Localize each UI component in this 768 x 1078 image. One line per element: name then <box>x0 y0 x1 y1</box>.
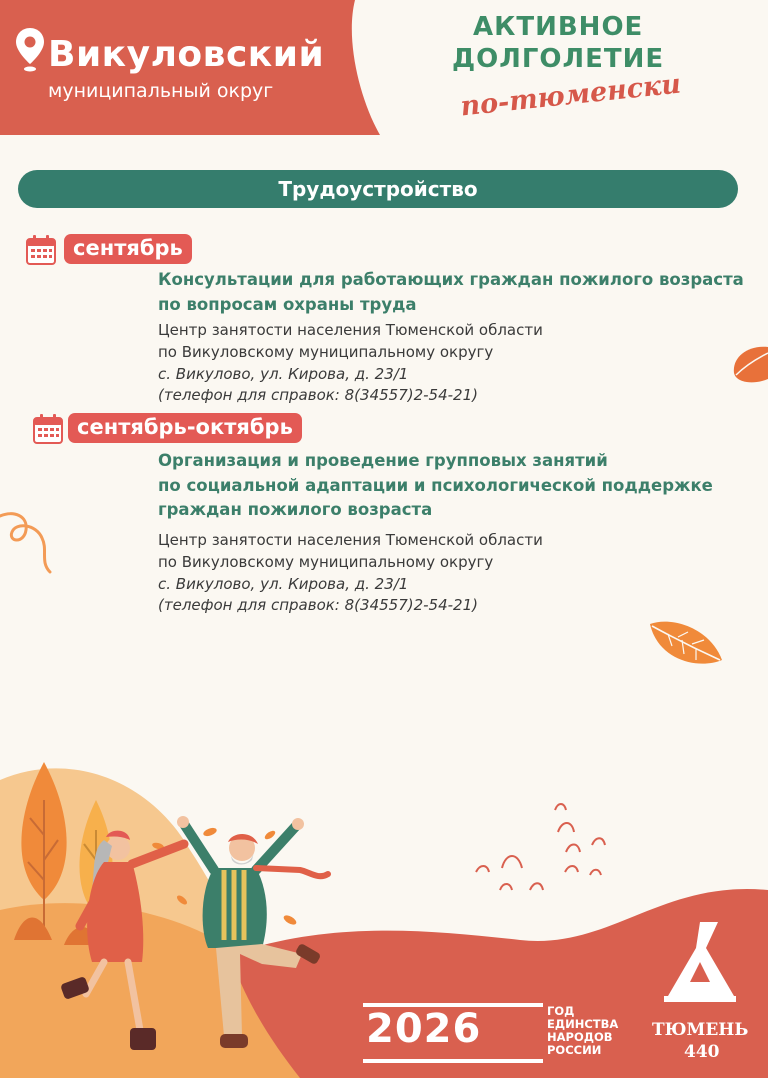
location-pin-icon <box>16 28 44 72</box>
brand-title-line2: ДОЛГОЛЕТИЕ <box>452 44 665 74</box>
calendar-icon <box>33 414 63 444</box>
calendar-icon <box>26 235 56 265</box>
event-title-line: Организация и проведение групповых занятий <box>158 451 608 470</box>
event-title-line: граждан пожилого возраста <box>158 500 433 519</box>
brand-title-line3: по-тюменски <box>458 68 683 123</box>
date-badge: сентябрь <box>64 234 192 264</box>
event-organizer: Центр занятости населения Тюменской области <box>158 321 543 339</box>
event-title-line: Консультации для работающих граждан пожилого возраста <box>158 270 744 289</box>
district-name: Викуловский <box>48 34 325 75</box>
tyumen-logo-icon <box>660 918 740 1006</box>
city-name: ТЮМЕНЬ <box>652 1020 749 1040</box>
event-phone: (телефон для справок: 8(34557)2-54-21) <box>158 596 478 614</box>
year-caption-line: РОССИИ <box>547 1043 602 1057</box>
section-title: Трудоустройство <box>18 170 738 208</box>
year-caption-line: ЕДИНСТВА <box>547 1017 619 1031</box>
leaf-icon <box>730 343 768 385</box>
event-address: с. Викулово, ул. Кирова, д. 23/1 <box>158 365 409 383</box>
year-number: 2026 <box>366 1006 482 1052</box>
leaf-icon <box>648 618 724 668</box>
city-anniversary-number: 440 <box>684 1042 720 1062</box>
swirl-decoration <box>0 510 56 576</box>
event-title-line: по социальной адаптации и психологической поддержке <box>158 475 713 495</box>
date-badge: сентябрь-октябрь <box>68 413 302 443</box>
district-subtitle: муниципальный округ <box>48 80 274 102</box>
brand-title-line1: АКТИВНОЕ <box>473 12 644 42</box>
year-caption-line: НАРОДОВ <box>547 1030 613 1044</box>
event-organizer-line2: по Викуловскому муниципальному округу <box>158 553 494 571</box>
event-title-line: по вопросам охраны труда <box>158 294 417 314</box>
event-organizer-line2: по Викуловскому муниципальному округу <box>158 343 494 361</box>
event-organizer: Центр занятости населения Тюменской области <box>158 531 543 549</box>
event-phone: (телефон для справок: 8(34557)2-54-21) <box>158 386 478 404</box>
event-address: с. Викулово, ул. Кирова, д. 23/1 <box>158 575 409 593</box>
year-caption-line: ГОД <box>547 1004 575 1018</box>
